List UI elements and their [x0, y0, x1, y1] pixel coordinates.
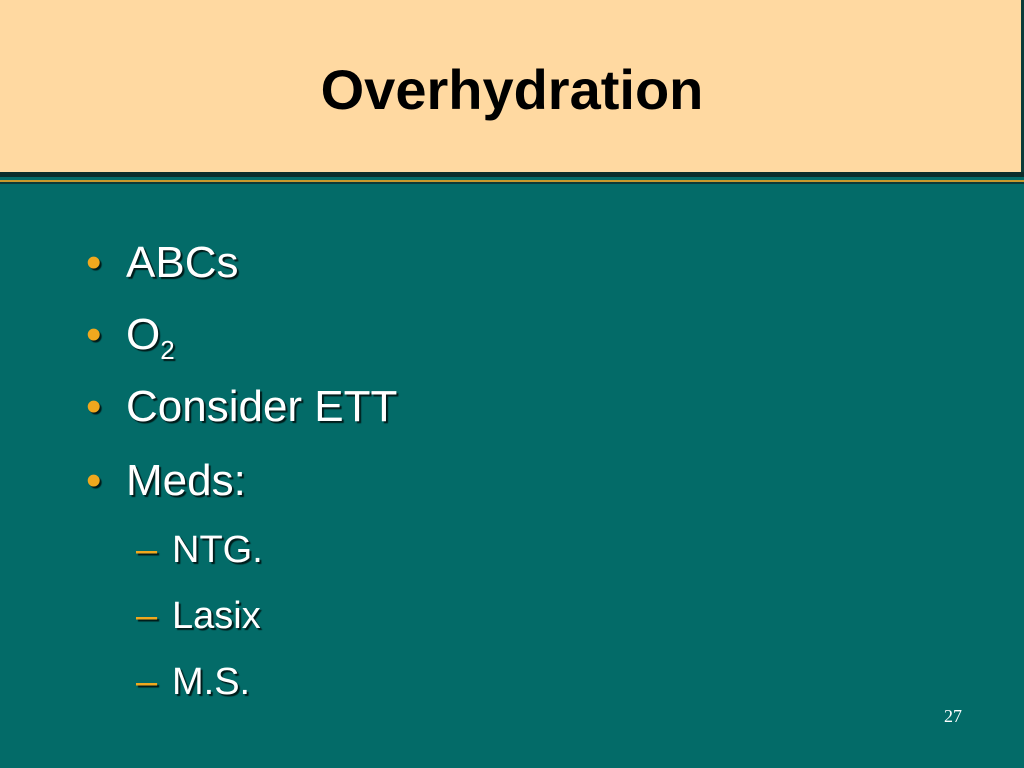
slide-title: Overhydration: [320, 58, 704, 121]
bullet-marker: •: [86, 310, 102, 359]
bullet-item: [86, 238, 238, 288]
bullet-text: O: [126, 310, 161, 359]
sub-bullet-text: M.S.: [172, 661, 251, 703]
title-divider: [0, 172, 1024, 177]
bullet-subscript: 2: [160, 335, 175, 365]
dash-marker: –: [136, 529, 158, 571]
sub-bullet-item: [136, 660, 250, 704]
dash-marker: –: [136, 661, 158, 703]
sub-bullet-item: [136, 594, 261, 638]
page-number: 27: [944, 706, 962, 726]
bullet-text: ABCs: [126, 238, 239, 287]
bullet-item: [86, 456, 246, 506]
bullet-text: Consider ETT: [126, 382, 398, 431]
title-divider-lower: [0, 182, 1024, 184]
bullet-text: Meds:: [126, 456, 246, 505]
bullet-item: [86, 382, 397, 432]
sub-bullet-item: [136, 528, 263, 572]
sub-bullet-text: NTG.: [172, 529, 263, 571]
bullet-marker: •: [86, 238, 102, 287]
bullet-marker: •: [86, 456, 102, 505]
dash-marker: –: [136, 595, 158, 637]
bullet-item: [86, 310, 175, 375]
bullet-marker: •: [86, 382, 102, 431]
sub-bullet-text: Lasix: [172, 595, 261, 637]
